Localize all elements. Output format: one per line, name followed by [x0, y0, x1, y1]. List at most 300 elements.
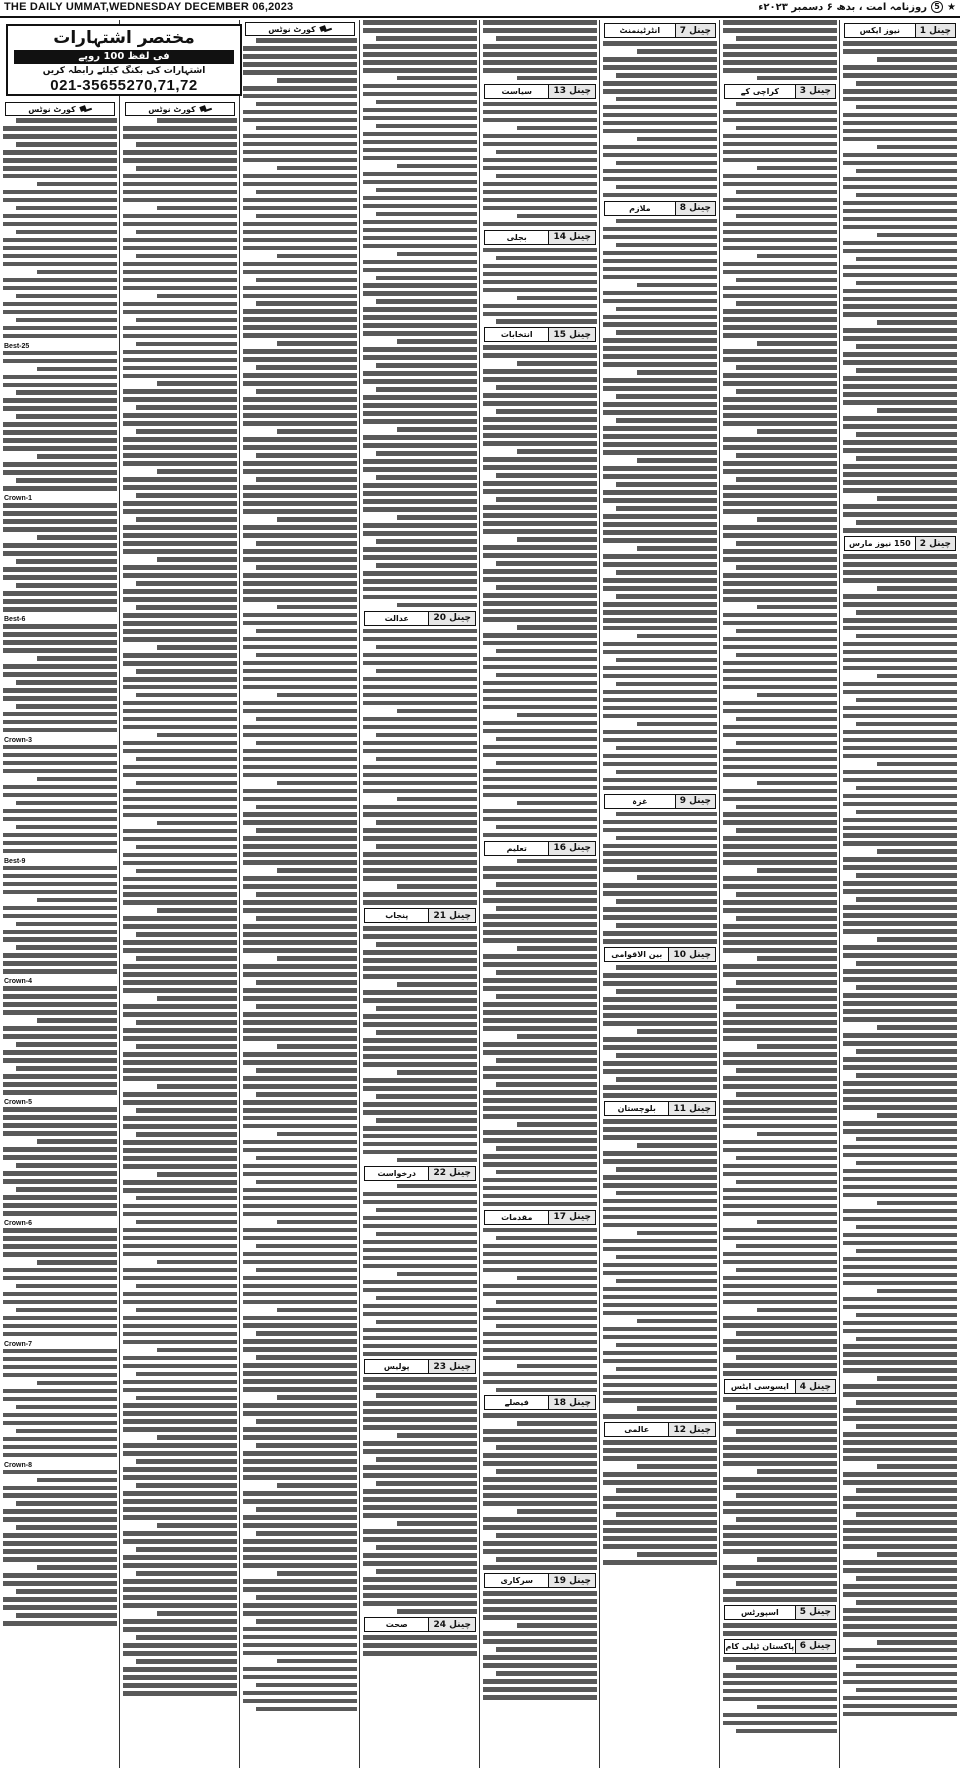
text-line [363, 507, 477, 512]
text-line [256, 1004, 357, 1009]
text-line [363, 1062, 477, 1067]
text-line [243, 1563, 357, 1568]
text-line [517, 859, 597, 864]
column-e [482, 20, 598, 1768]
text-line [3, 278, 117, 283]
article-text [482, 102, 598, 226]
text-line [243, 765, 357, 770]
text-line [843, 754, 957, 759]
section-header: چینل 5 اسپورٹس [724, 1605, 836, 1620]
text-line [363, 371, 477, 376]
text-line [277, 605, 357, 610]
text-line [723, 1565, 837, 1570]
text-line [397, 982, 477, 987]
text-line [363, 892, 477, 897]
text-line [123, 413, 237, 418]
text-line [736, 980, 837, 985]
text-line [123, 1364, 237, 1369]
text-line [843, 424, 957, 429]
text-line [3, 430, 117, 435]
text-line [363, 1054, 477, 1059]
text-line [363, 1240, 477, 1245]
text-line [496, 256, 597, 261]
text-line [123, 541, 237, 546]
text-line [843, 865, 957, 870]
text-line [123, 892, 237, 897]
text-line [723, 1148, 837, 1153]
text-line [256, 190, 357, 195]
article-text [362, 20, 478, 607]
text-line [736, 1244, 837, 1249]
text-line [483, 417, 597, 422]
text-line [3, 720, 117, 725]
text-line [16, 1066, 117, 1071]
text-line [256, 1244, 357, 1249]
text-line [123, 485, 237, 490]
text-line [496, 150, 597, 155]
text-line [363, 68, 477, 73]
column-d [362, 20, 478, 1768]
text-line [256, 892, 357, 897]
text-line [723, 1525, 837, 1530]
text-line [243, 972, 357, 977]
text-line [723, 1116, 837, 1121]
text-line [243, 405, 357, 410]
text-line [363, 459, 477, 464]
text-line [123, 1300, 237, 1305]
text-line [363, 571, 477, 576]
text-line [723, 52, 837, 57]
text-line [637, 1029, 717, 1034]
text-line [363, 260, 477, 265]
text-line [363, 1110, 477, 1115]
text-line [243, 709, 357, 714]
text-line [843, 802, 957, 807]
text-line [616, 482, 717, 487]
text-line [843, 857, 957, 862]
text-line [483, 513, 597, 518]
text-line [3, 446, 117, 451]
text-line [277, 868, 357, 873]
text-line [136, 581, 237, 586]
text-line [3, 398, 117, 403]
text-line [243, 884, 357, 889]
text-line [723, 1421, 837, 1426]
text-line [363, 395, 477, 400]
text-line [603, 113, 717, 118]
text-line [483, 1074, 597, 1079]
text-line [363, 52, 477, 57]
text-line [243, 1284, 357, 1289]
text-line [843, 1680, 957, 1685]
text-line [483, 353, 597, 358]
text-line [843, 1496, 957, 1501]
text-line [256, 278, 357, 283]
text-line [256, 1268, 357, 1273]
text-line [123, 1515, 237, 1520]
text-line [723, 349, 837, 354]
text-line [123, 1443, 237, 1448]
text-line [723, 1597, 837, 1602]
text-line [243, 1148, 357, 1153]
text-line [277, 1132, 357, 1137]
text-line [843, 1584, 957, 1589]
text-line [363, 1192, 477, 1197]
text-line [123, 861, 237, 866]
text-line [243, 62, 357, 67]
text-line [243, 1547, 357, 1552]
text-line [243, 461, 357, 466]
text-line [843, 1017, 957, 1022]
text-line [483, 1332, 597, 1337]
text-line [843, 913, 957, 918]
text-line [843, 1105, 957, 1110]
text-line [243, 1555, 357, 1560]
text-line [256, 1443, 357, 1448]
text-line [363, 789, 477, 794]
text-line [3, 150, 117, 155]
text-line [123, 749, 237, 754]
text-line [157, 908, 237, 913]
text-line [363, 196, 477, 201]
text-line [243, 1403, 357, 1408]
text-line [123, 270, 237, 275]
text-line [243, 733, 357, 738]
text-line [603, 299, 717, 304]
text-line [483, 833, 597, 838]
text-line [363, 579, 477, 584]
article-text [842, 554, 958, 1716]
text-line [843, 376, 957, 381]
text-line [37, 535, 117, 540]
column-divider [479, 20, 480, 1768]
text-line [483, 1517, 597, 1522]
article-text [482, 1591, 598, 1699]
classified-ads-box [6, 24, 242, 96]
text-line [723, 597, 837, 602]
text-line [136, 1483, 237, 1488]
text-line [16, 118, 117, 123]
text-line [723, 294, 837, 299]
text-line [136, 254, 237, 259]
text-line [843, 304, 957, 309]
article-text [722, 1657, 838, 1733]
text-line [496, 1146, 597, 1151]
text-line [363, 661, 477, 666]
text-line [856, 1576, 957, 1581]
text-line [363, 926, 477, 931]
section-header: چینل 21 پنجاب [364, 908, 476, 923]
text-line [843, 113, 957, 118]
text-line [603, 1127, 717, 1132]
text-line [723, 1509, 837, 1514]
text-line [243, 549, 357, 554]
text-line [736, 278, 837, 283]
text-line [483, 1018, 597, 1023]
text-line [256, 805, 357, 810]
text-line [363, 1409, 477, 1414]
text-line [3, 969, 117, 974]
text-line [483, 68, 597, 73]
text-line [877, 145, 957, 150]
text-line [123, 1276, 237, 1281]
text-line [376, 820, 477, 825]
text-line [603, 315, 717, 320]
text-line [123, 286, 237, 291]
text-line [723, 1673, 837, 1678]
text-line [123, 477, 237, 482]
text-line [856, 1688, 957, 1693]
text-line [3, 1349, 117, 1354]
text-line [3, 1470, 117, 1475]
text-line [843, 1057, 957, 1062]
text-line [603, 378, 717, 383]
text-line [256, 1707, 357, 1712]
text-line [843, 554, 957, 559]
notice-text [2, 745, 118, 853]
section-header: چینل 19 سرکاری [484, 1573, 596, 1588]
text-line [243, 932, 357, 937]
text-line [243, 852, 357, 857]
notice-text [2, 351, 118, 491]
text-line [243, 262, 357, 267]
text-line [157, 821, 237, 826]
text-line [3, 214, 117, 219]
text-line [723, 1501, 837, 1506]
text-line [603, 498, 717, 503]
text-line [603, 586, 717, 591]
text-line [123, 1380, 237, 1385]
text-line [376, 299, 477, 304]
text-line [123, 461, 237, 466]
text-line [363, 1038, 477, 1043]
text-line [603, 939, 717, 944]
text-line [517, 296, 597, 301]
text-line [603, 650, 717, 655]
section-header: چینل 20 عدالت [364, 611, 476, 626]
text-line [363, 1561, 477, 1566]
text-line [496, 1647, 597, 1652]
text-line [603, 883, 717, 888]
text-line [723, 797, 837, 802]
text-line [843, 993, 957, 998]
text-line [723, 733, 837, 738]
text-line [843, 1608, 957, 1613]
text-line [3, 1002, 117, 1007]
text-line [637, 1231, 717, 1236]
text-line [843, 129, 957, 134]
text-line [856, 1161, 957, 1166]
text-line [243, 1347, 357, 1352]
ad-tag: Crown-5 [4, 1099, 32, 1107]
text-line [757, 868, 837, 873]
text-line [723, 118, 837, 123]
text-line [363, 950, 477, 955]
text-line [243, 1316, 357, 1321]
text-line [243, 373, 357, 378]
text-line [843, 1384, 957, 1389]
text-line [843, 65, 957, 70]
text-line [123, 1643, 237, 1648]
text-line [843, 929, 957, 934]
text-line [363, 1102, 477, 1107]
text-line [723, 1689, 837, 1694]
text-line [496, 649, 597, 654]
text-line [376, 757, 477, 762]
text-line [603, 1536, 717, 1541]
text-line [483, 1493, 597, 1498]
text-line [723, 68, 837, 73]
text-line [363, 805, 477, 810]
text-line [16, 1042, 117, 1047]
text-line [123, 1268, 237, 1273]
text-line [483, 1154, 597, 1159]
text-line [363, 677, 477, 682]
text-line [856, 1400, 957, 1405]
text-line [603, 346, 717, 351]
text-line [856, 1488, 957, 1493]
text-line [723, 182, 837, 187]
text-line [723, 333, 837, 338]
text-line [157, 1172, 237, 1177]
text-line [843, 153, 957, 158]
text-line [603, 1456, 717, 1461]
text-line [123, 661, 237, 666]
text-line [603, 450, 717, 455]
text-line [483, 1244, 597, 1249]
text-line [277, 1659, 357, 1664]
text-line [483, 1607, 597, 1612]
text-line [616, 1367, 717, 1372]
text-line [483, 369, 597, 374]
text-line [496, 1170, 597, 1175]
text-line [123, 1563, 237, 1568]
text-line [243, 797, 357, 802]
text-line [363, 629, 477, 634]
text-line [843, 289, 957, 294]
text-line [123, 637, 237, 642]
text-line [123, 621, 237, 626]
ad-box-rate: فی لفظ 100 روپے [14, 50, 234, 64]
text-line [723, 373, 837, 378]
text-line [843, 1432, 957, 1437]
text-line [363, 531, 477, 536]
text-line [376, 475, 477, 480]
text-line [603, 754, 717, 759]
text-line [603, 121, 717, 126]
text-line [723, 557, 837, 562]
text-line [256, 1068, 357, 1073]
text-line [123, 1579, 237, 1584]
text-line [723, 357, 837, 362]
text-line [843, 905, 957, 910]
text-line [723, 1549, 837, 1554]
text-line [3, 134, 117, 139]
text-line [723, 844, 837, 849]
text-line [517, 1122, 597, 1127]
text-line [123, 533, 237, 538]
text-line [123, 1188, 237, 1193]
text-line [277, 78, 357, 83]
text-line [496, 737, 597, 742]
text-line [723, 309, 837, 314]
text-line [736, 1156, 837, 1161]
article-text [602, 1440, 718, 1564]
text-line [3, 254, 117, 259]
text-line [723, 1371, 837, 1376]
text-line [243, 1028, 357, 1033]
text-line [243, 789, 357, 794]
text-line [877, 1025, 957, 1030]
text-line [603, 65, 717, 70]
text-line [856, 1424, 957, 1429]
text-line [123, 1388, 237, 1393]
text-line [123, 334, 237, 339]
text-line [123, 1531, 237, 1536]
text-line [843, 312, 957, 317]
text-line [363, 419, 477, 424]
text-line [16, 294, 117, 299]
text-line [877, 320, 957, 325]
text-line [723, 1713, 837, 1718]
text-line [496, 174, 597, 179]
text-line [16, 680, 117, 685]
text-line [736, 102, 837, 107]
text-line [123, 1356, 237, 1361]
text-line [603, 1560, 717, 1565]
text-line [856, 105, 957, 110]
column-a [2, 100, 118, 1768]
text-line [3, 753, 117, 758]
text-line [123, 653, 237, 658]
text-line [603, 434, 717, 439]
text-line [363, 1200, 477, 1205]
text-line [363, 172, 477, 177]
text-line [363, 934, 477, 939]
text-line [256, 38, 357, 43]
text-line [243, 1667, 357, 1672]
text-line [123, 1603, 237, 1608]
text-line [483, 577, 597, 582]
text-line [277, 254, 357, 259]
text-line [16, 414, 117, 419]
text-line [16, 206, 117, 211]
masthead-urdu-date [758, 1, 956, 13]
text-line [363, 868, 477, 873]
text-line [723, 621, 837, 626]
text-line [843, 1097, 957, 1102]
text-line [603, 1335, 717, 1340]
text-line [483, 433, 597, 438]
text-line [363, 523, 477, 528]
text-line [483, 1565, 597, 1570]
text-line [243, 110, 357, 115]
section-header: چینل 23 پولیس [364, 1359, 476, 1374]
text-line [256, 717, 357, 722]
text-line [243, 1276, 357, 1281]
text-line [483, 545, 597, 550]
text-line [843, 185, 957, 190]
text-line [123, 765, 237, 770]
text-line [256, 1331, 357, 1336]
text-line [517, 126, 597, 131]
text-line [517, 537, 597, 542]
text-line [123, 1012, 237, 1017]
text-line [123, 1252, 237, 1257]
text-line [483, 1066, 597, 1071]
text-line [603, 410, 717, 415]
text-line [363, 653, 477, 658]
